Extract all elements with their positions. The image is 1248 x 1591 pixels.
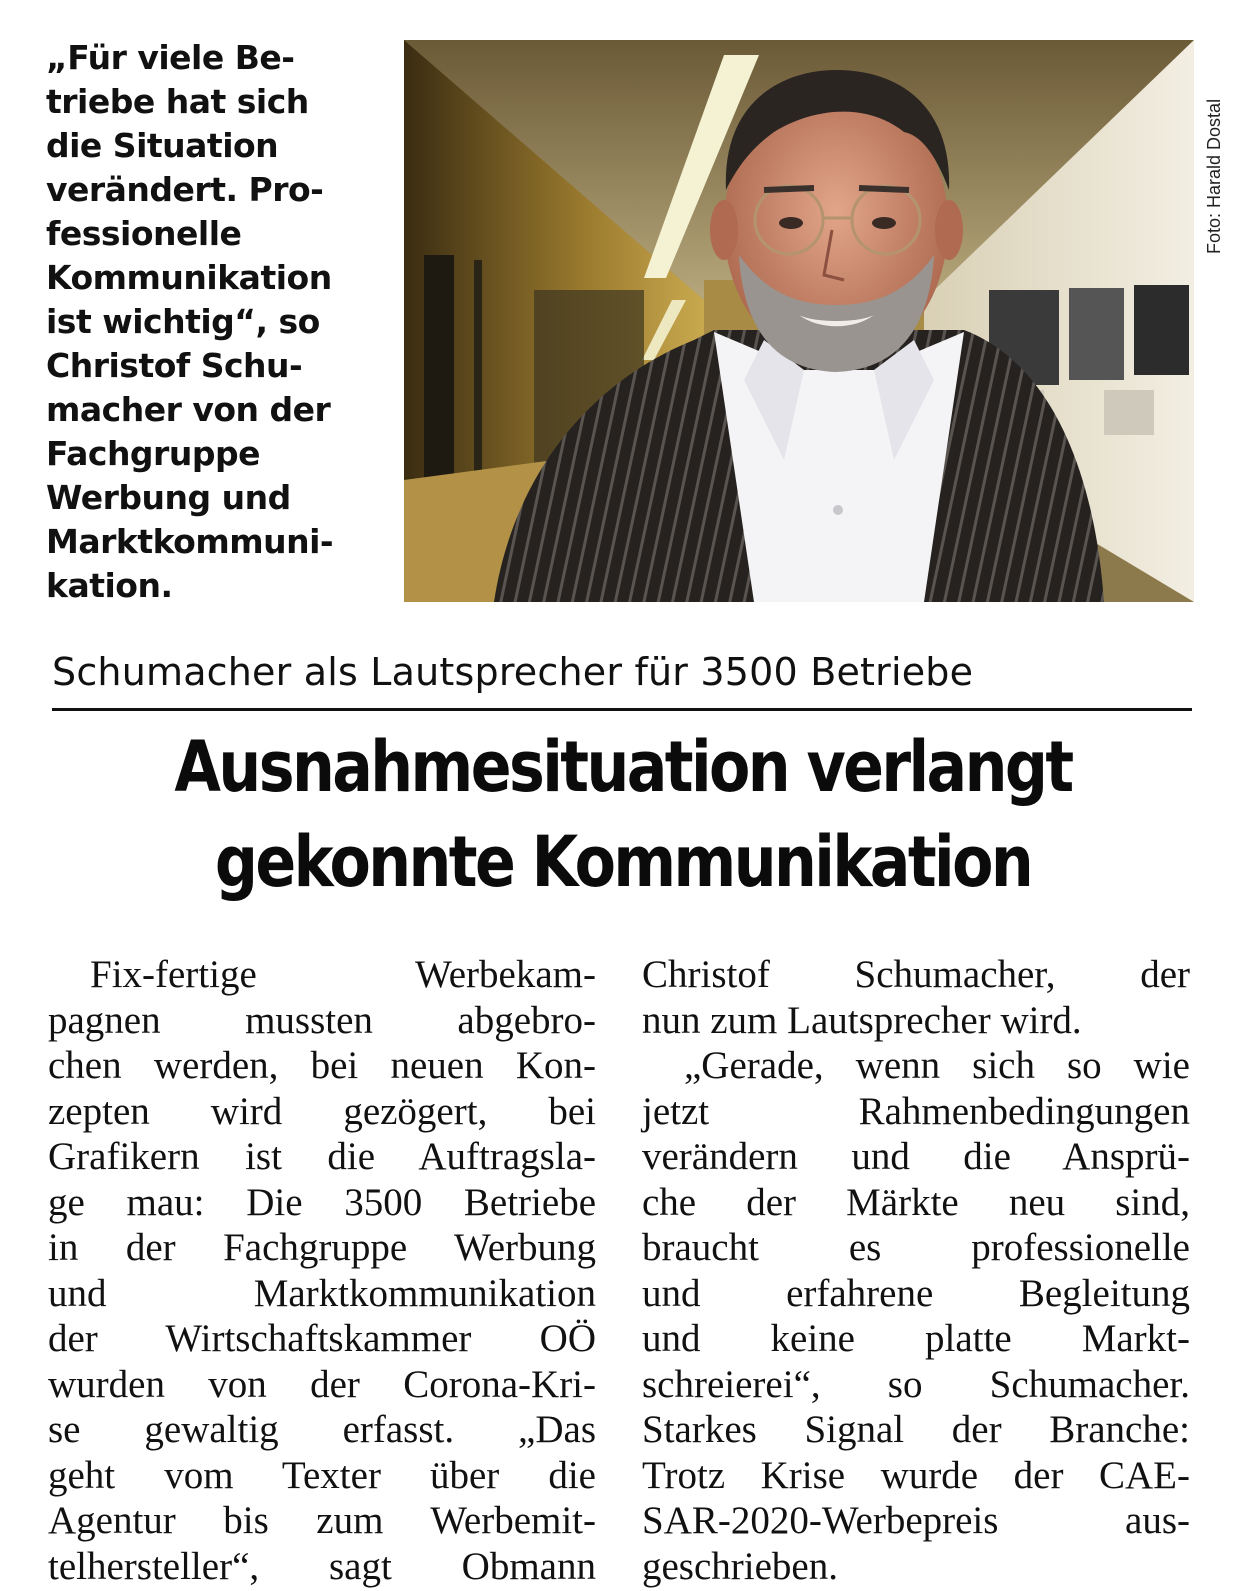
body-line: se gewaltig erfasst. „Das [48,1408,596,1451]
body-line: Agentur bis zum Werbemit- [48,1499,596,1542]
body-line: Trotz Krise wurde der CAE- [642,1453,1190,1497]
body-line: und erfahrene Begleitung [642,1271,1190,1315]
photo-credit [1196,44,1232,264]
pull-quote-line: Christof Schu- [46,346,303,385]
body-line: Fix-fertige Werbekam- [90,953,596,996]
body-line: wurden von der Corona-Kri- [48,1362,596,1406]
photo-credit-text: Foto: Harald Dostal [1204,98,1224,254]
pull-quote-line: Marktkommuni- [46,522,334,561]
body-line: zepten wird gezögert, bei [48,1089,596,1133]
kicker-rule [52,708,1192,711]
body-line: ge mau: Die 3500 Betriebe [48,1180,596,1224]
body-line: Grafikern ist die Auftragsla- [48,1135,596,1178]
body-line: Christof Schumacher, der [642,953,1190,996]
pull-quote-line: verändert. Pro- [46,170,324,209]
body-line: jetzt Rahmenbedingungen [642,1089,1190,1133]
pull-quote-line: Kommunikation [46,258,332,297]
pull-quote-line: ist wichtig“, so [46,302,320,341]
body-line: geschrieben. [642,1544,838,1588]
portrait-photo-illustration [404,40,1194,602]
body-line: verändern und die Ansprü- [642,1135,1190,1178]
body-column-right [642,952,1190,1589]
pull-quote [46,36,376,608]
body-line: in der Fachgruppe Werbung [48,1226,596,1269]
pull-quote-line: Fachgruppe [46,434,260,473]
pull-quote-line: Werbung und [46,478,291,517]
body-line: und Marktkommunikation [48,1271,596,1315]
body-line: SAR-2020-Werbepreis aus- [642,1499,1190,1542]
body-line: geht vom Texter über die [48,1453,596,1497]
body-line: der Wirtschaftskammer OÖ [48,1317,596,1360]
body-line: „Gerade, wenn sich so wie [684,1044,1190,1087]
body-line: nun zum Lautsprecher wird. [642,998,1082,1042]
headline-line-1: Ausnahmesituation verlangt [174,726,1072,808]
pull-quote-line: die Situation [46,126,279,165]
pull-quote-line: fessionelle [46,214,242,253]
pull-quote-line: macher von der [46,390,331,429]
pull-quote-line: triebe hat sich [46,82,309,121]
headline [129,720,1118,910]
body-line: chen werden, bei neuen Kon- [48,1044,596,1087]
body-line: schreierei“, so Schumacher. [642,1362,1190,1406]
pull-quote-line: „Für viele Be- [46,38,295,77]
body-line: pagnen mussten abgebro- [48,998,596,1042]
body-line: che der Märkte neu sind, [642,1180,1190,1224]
body-line: telhersteller“, sagt Obmann [48,1544,596,1588]
body-line: braucht es professionelle [642,1226,1190,1269]
body-line: Starkes Signal der Branche: [642,1408,1190,1451]
body-line: und keine platte Markt- [642,1317,1190,1360]
kicker: Schumacher als Lautsprecher für 3500 Betriebe [52,650,974,694]
body-column-left [48,952,596,1589]
headline-line-2: gekonnte Kommunikation [214,821,1032,903]
portrait-photo [404,40,1194,602]
pull-quote-line: kation. [46,566,173,605]
